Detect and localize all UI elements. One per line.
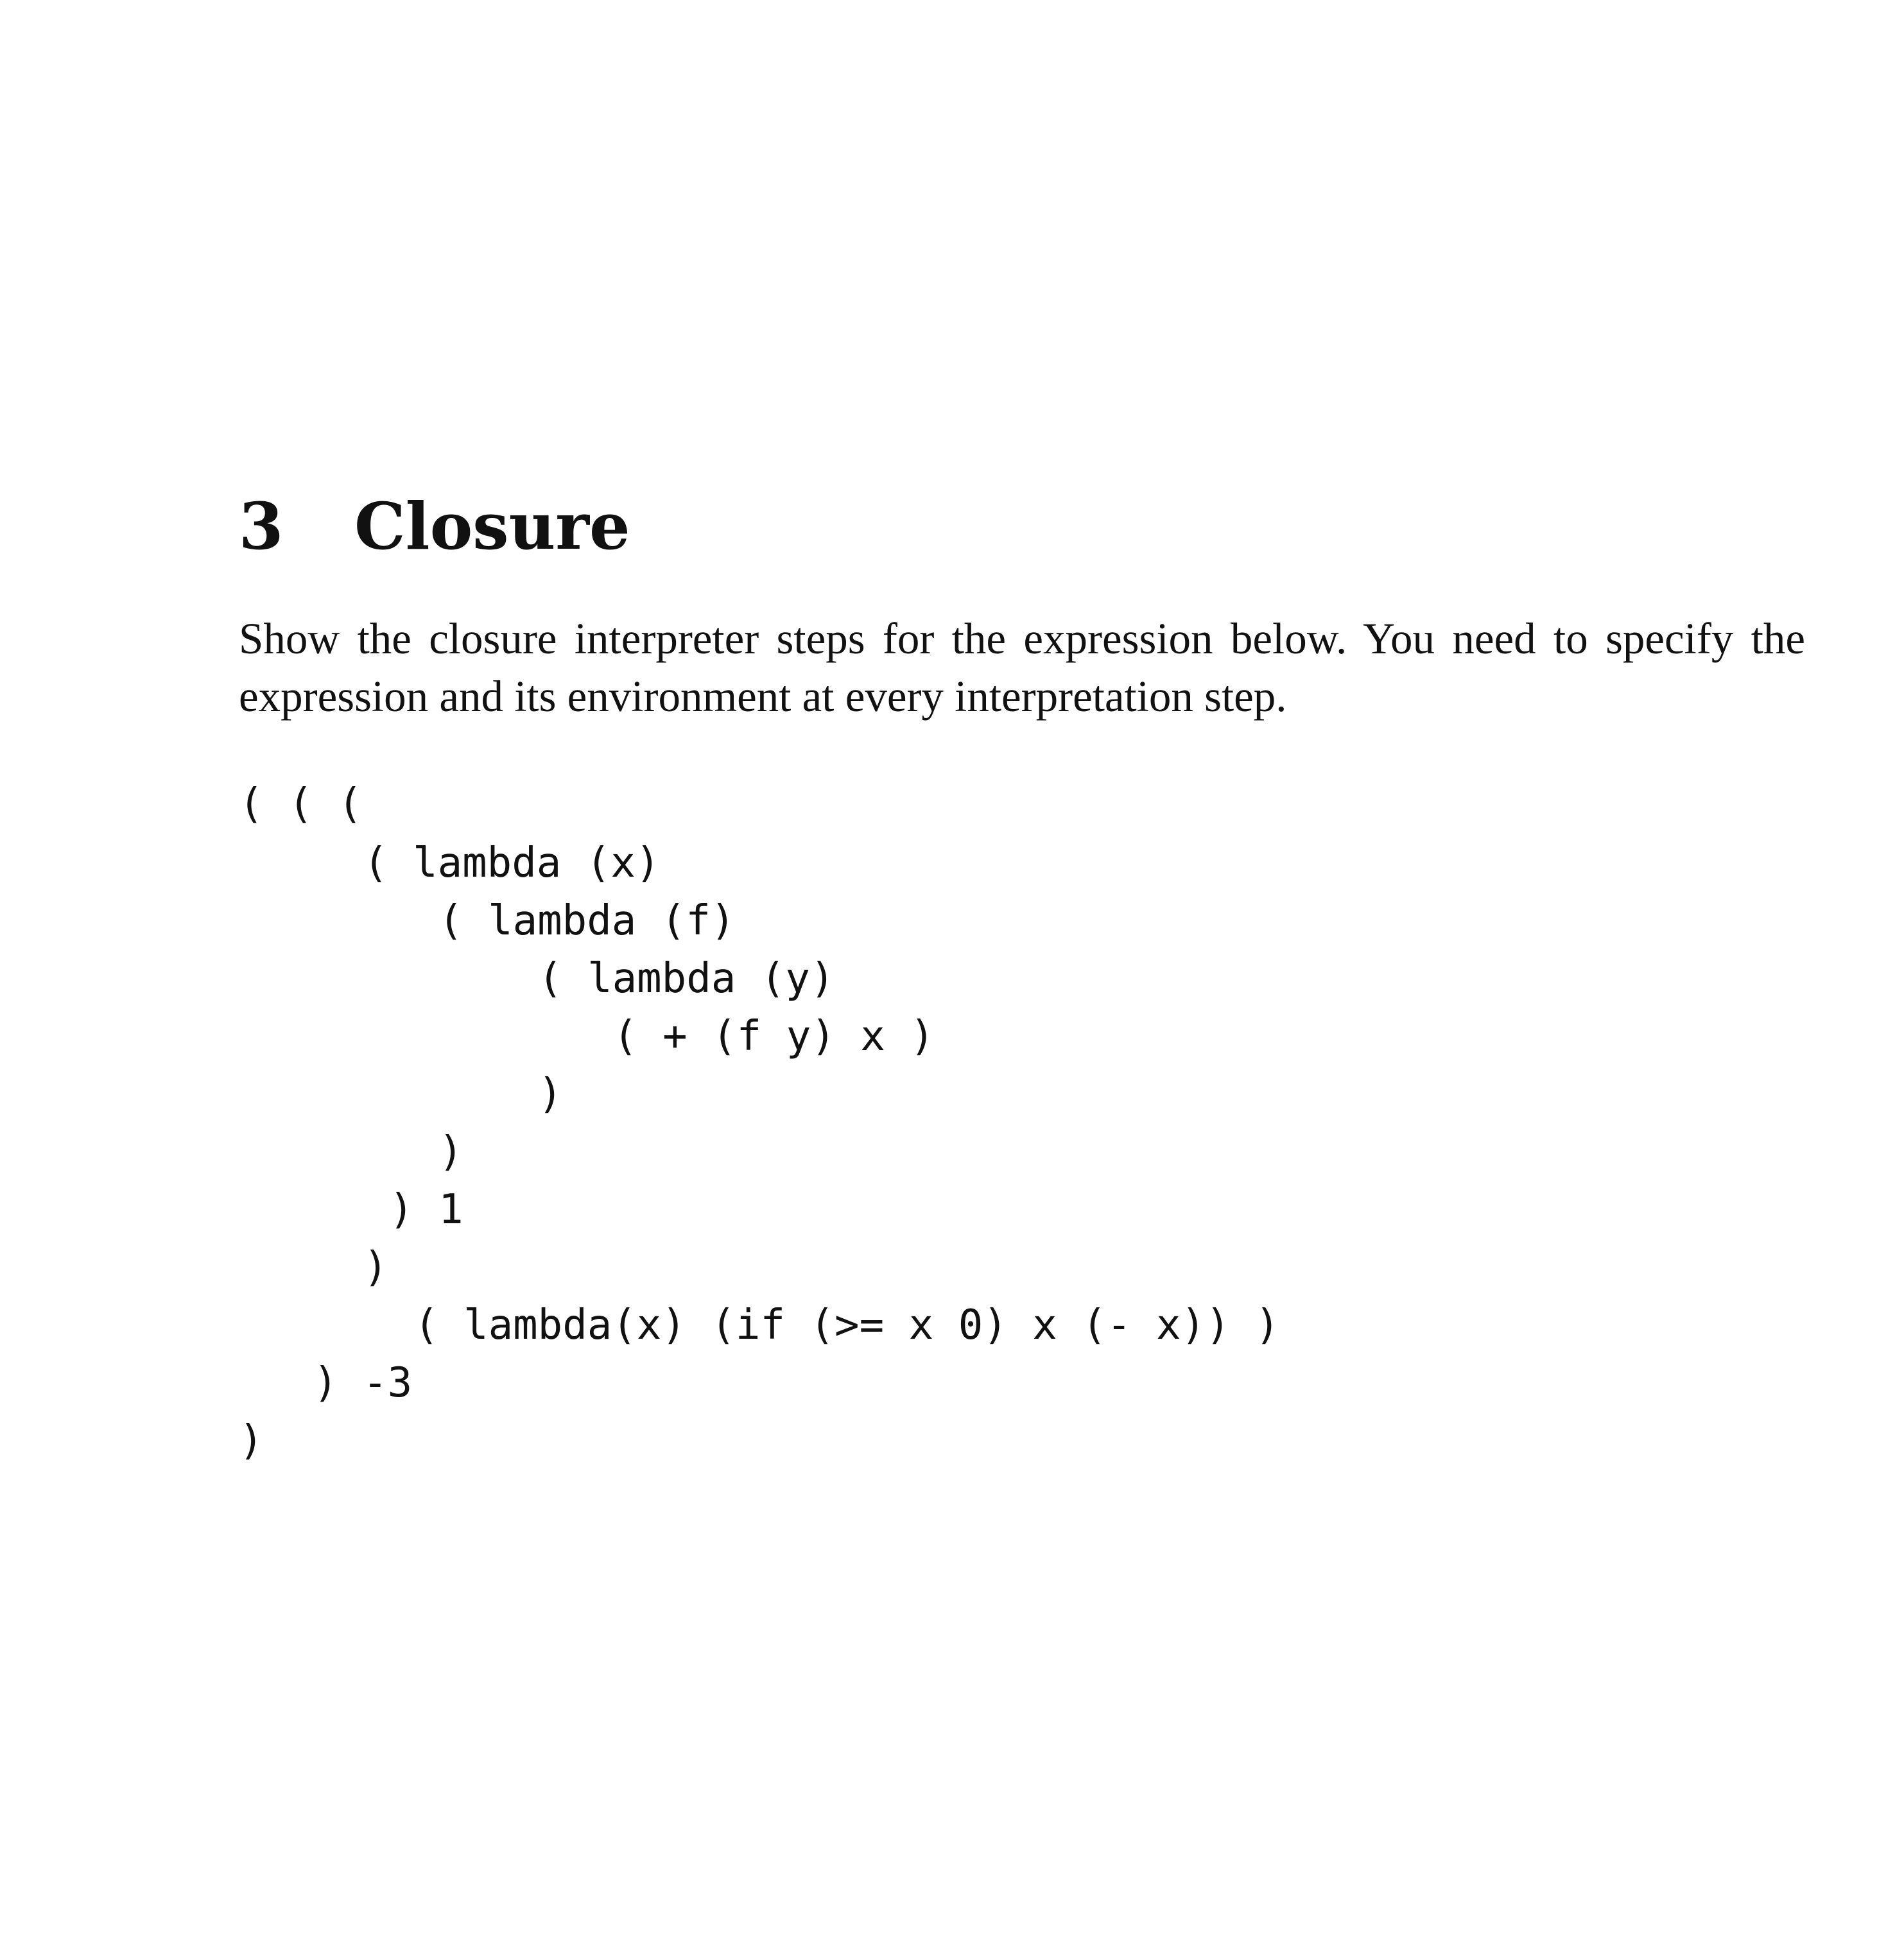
section-title: Closure (354, 488, 630, 564)
code-line: ) (363, 1244, 388, 1291)
code-line: ) -3 (313, 1359, 413, 1407)
code-line: ) (239, 1417, 264, 1465)
code-line: ) (438, 1128, 463, 1176)
section-number: 3 (239, 488, 284, 564)
code-line: ( + (f y) x ) (613, 1013, 935, 1060)
code-line: ( lambda(x) (if (>= x 0) x (- x)) ) (414, 1302, 1280, 1349)
code-line: ( ( ( (239, 780, 363, 828)
section-heading (239, 478, 630, 574)
code-line: ( lambda (f) (438, 897, 736, 945)
code-line: ( lambda (y) (538, 955, 835, 1002)
instructions-paragraph: Show the closure interpreter steps for the expression below. You need to specify the expression and its environment at every interpretation step. (239, 614, 1805, 721)
code-line: ) 1 (389, 1186, 463, 1234)
code-line: ( lambda (x) (363, 839, 661, 887)
code-line: ) (538, 1070, 563, 1118)
